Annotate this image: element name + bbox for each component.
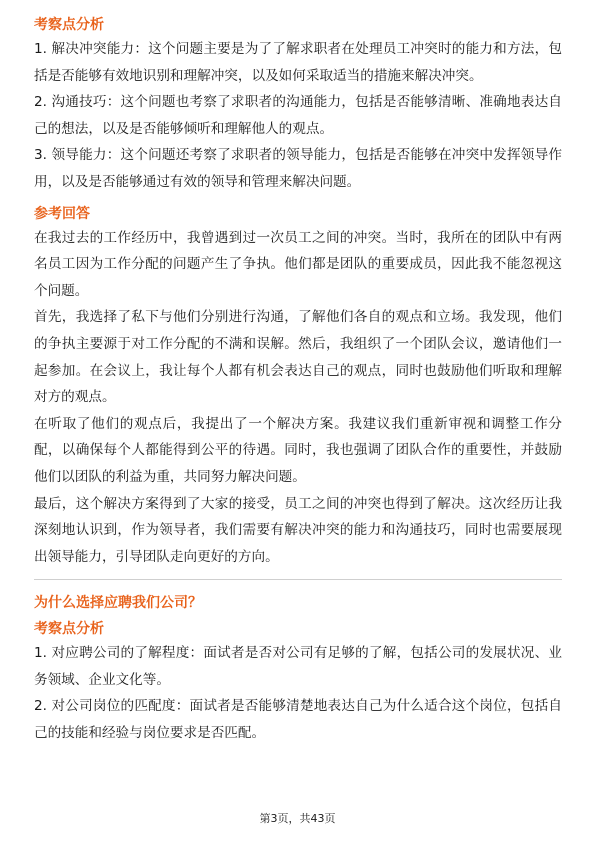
question-title: 为什么选择应聘我们公司？ (34, 595, 202, 612)
answer-paragraph-4: 最后，这个解决方案得到了大家的接受，员工之间的冲突也得到了解决。这次经历让我深刻地认识到，作为领导者，我们需要有解决冲突的能力和沟通技巧，同时也需要展现出领导能力，引导团队走向更好的方向。 (34, 495, 562, 565)
analysis-heading: 考察点分析 (34, 17, 104, 33)
answer-paragraph-1: 在我过去的工作经历中，我曾遇到过一次员工之间的冲突。当时，我所在的团队中有两名员工因为工作分配的问题产生了争执。他们都是团队的重要成员，因此我不能忽视这个问题。 (34, 229, 562, 299)
page-number: 第3页，共43页 (259, 812, 336, 825)
reference-answer-section (34, 203, 562, 571)
analysis2-item-1: 1. 对应聘公司的了解程度：面试者是否对公司有足够的了解，包括公司的发展状况、业务领域、企业文化等。 (34, 645, 562, 688)
answer-paragraph-2: 首先，我选择了私下与他们分别进行沟通，了解他们各自的观点和立场。我发现，他们的争执主要源于对工作分配的不满和误解。然后，我组织了一个团队会议，邀请他们一起参加。在会议上，我让每个人都有机会表达自己的观点，同时也鼓励他们听取和理解对方的观点。 (34, 309, 562, 406)
reference-answer-heading: 参考回答 (34, 205, 90, 222)
question-section-2 (34, 592, 562, 746)
section-divider (34, 579, 562, 580)
analysis-item-3: 3. 领导能力：这个问题还考察了求职者的领导能力，包括是否能够在冲突中发挥领导作用，以及是否能够通过有效的领导和管理来解决问题。 (34, 147, 562, 190)
analysis-heading-2: 考察点分析 (34, 621, 104, 638)
analysis-section-1 (34, 14, 562, 196)
analysis-item-1: 1. 解决冲突能力：这个问题主要是为了了解求职者在处理员工冲突时的能力和方法，包括是否能够有效地识别和理解冲突，以及如何采取适当的措施来解决冲突。 (34, 41, 562, 84)
document-page (34, 14, 562, 747)
analysis2-item-2: 2. 对公司岗位的匹配度：面试者是否能够清楚地表达自己为什么适合这个岗位，包括自己的技能和经验与岗位要求是否匹配。 (34, 698, 562, 742)
answer-paragraph-3: 在听取了他们的观点后，我提出了一个解决方案。我建议我们重新审视和调整工作分配，以确保每个人都能得到公平的待遇。同时，我也强调了团队合作的重要性，并鼓励他们以团队的利益为重，共同努力解决问题。 (34, 415, 562, 485)
analysis-item-2: 2. 沟通技巧：这个问题也考察了求职者的沟通能力，包括是否能够清晰、准确地表达自己的想法，以及是否能够倾听和理解他人的观点。 (34, 94, 562, 137)
